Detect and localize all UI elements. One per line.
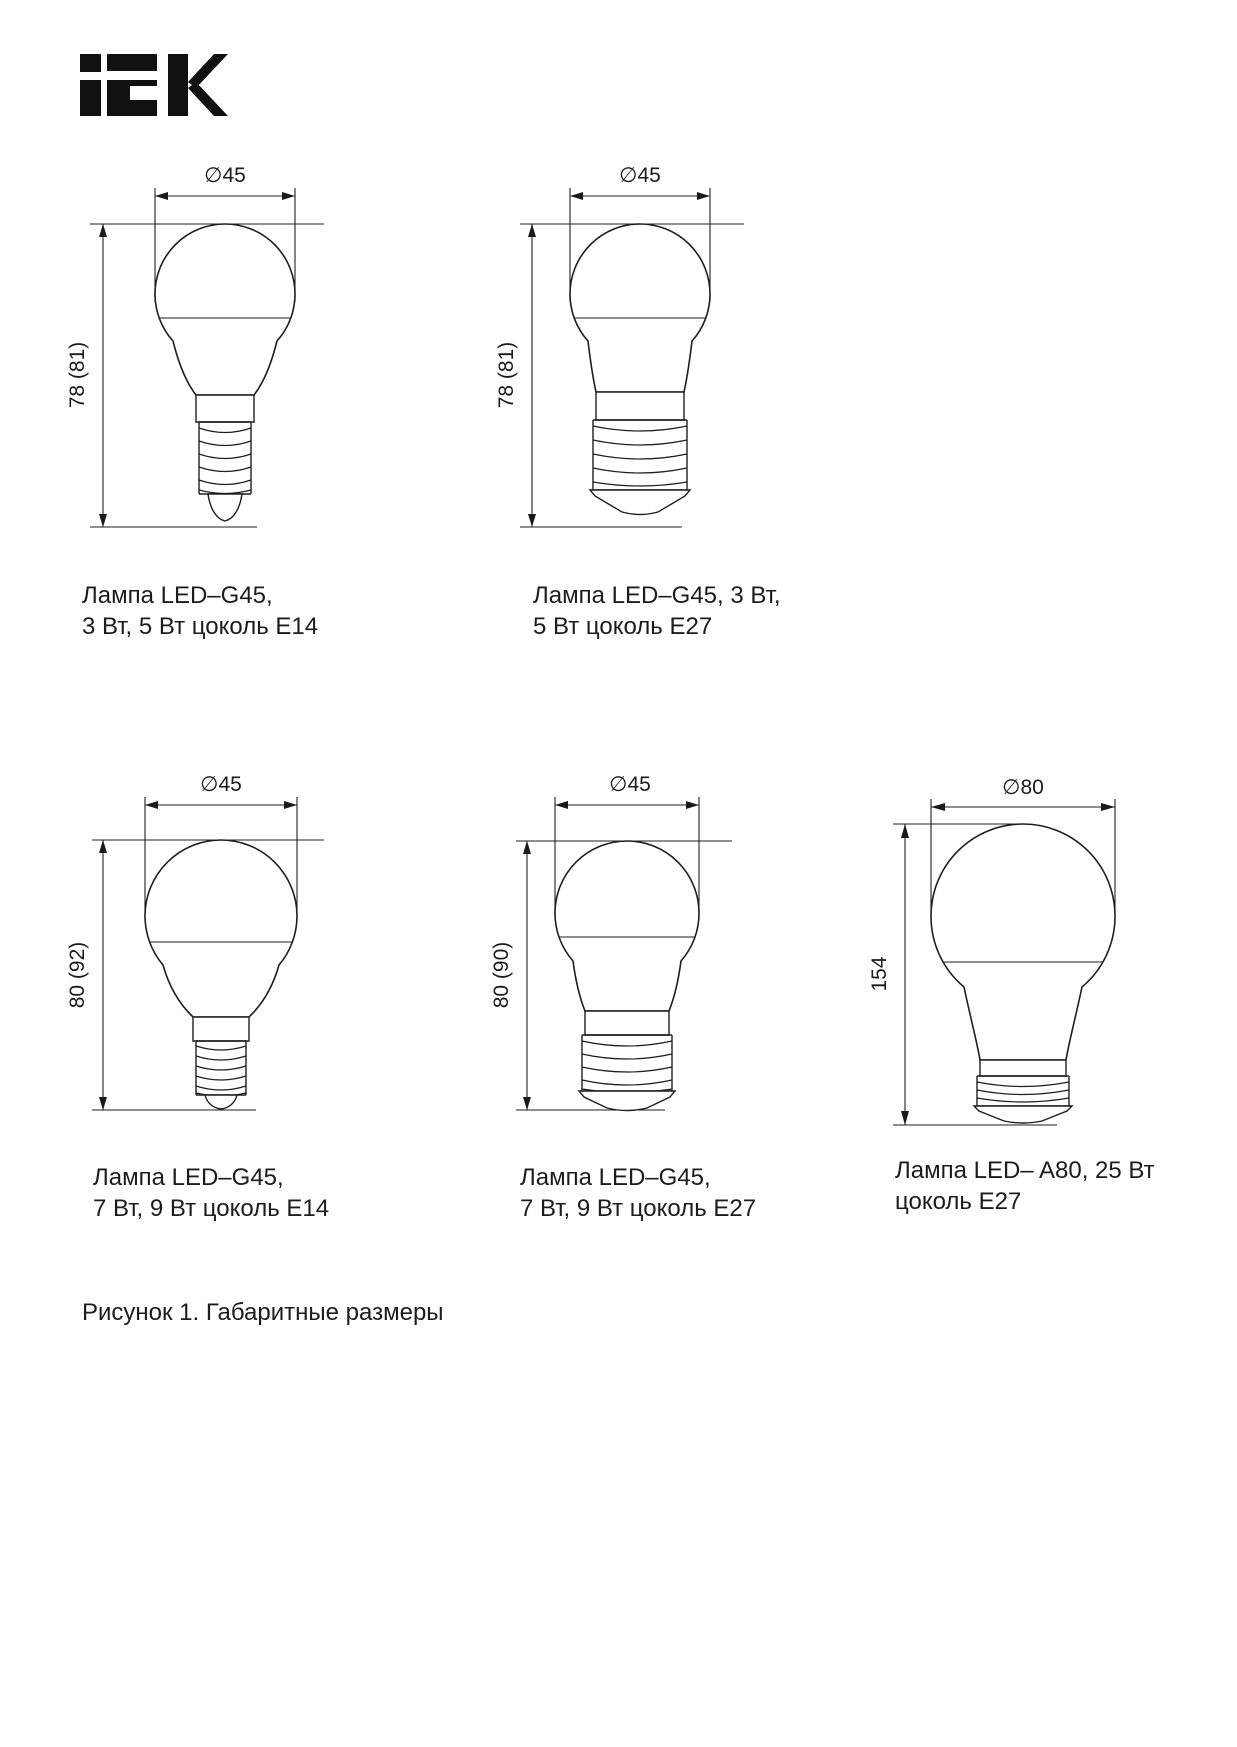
diameter-dimension-label: ∅45	[204, 164, 246, 187]
logo-k-stem	[168, 54, 188, 116]
logo-i-body	[80, 80, 101, 116]
base-e14	[193, 1017, 249, 1109]
lamp-caption-line2: 5 Вт цоколь E27	[533, 613, 713, 640]
lamp-caption-line2: цоколь E27	[895, 1188, 1022, 1215]
lamp-caption-1	[82, 580, 318, 642]
diameter-dimension-label: ∅80	[1002, 776, 1044, 799]
lamp-caption-4	[520, 1162, 756, 1224]
lamp-caption-line2: 3 Вт, 5 Вт цоколь E14	[82, 613, 319, 640]
lamp-caption-line1: Лампа LED–G45,	[82, 582, 273, 609]
lamp-caption-5	[895, 1155, 1155, 1217]
lamp-drawing-g45-e14-3-5w	[62, 152, 342, 547]
bulb-outline-g45	[570, 224, 710, 392]
lamp-drawing-g45-e14-7-9w	[66, 765, 346, 1117]
base-e27	[590, 392, 690, 515]
logo-e-top	[107, 54, 157, 71]
height-dimension-label: 80 (90)	[490, 941, 513, 1009]
figure-caption: Рисунок 1. Габаритные размеры	[82, 1299, 444, 1326]
base-e27	[974, 1060, 1072, 1123]
lamp-caption-line1: Лампа LED–G45,	[520, 1164, 711, 1191]
logo-i-dot	[80, 54, 101, 72]
height-dimension-label: 154	[868, 956, 891, 992]
lamp-caption-line1: Лампа LED– A80, 25 Вт	[895, 1157, 1155, 1184]
bulb-outline-a80	[931, 824, 1115, 1060]
diameter-dimension-label: ∅45	[609, 773, 651, 796]
diameter-dimension-label: ∅45	[619, 164, 661, 187]
logo-k-upper-arm	[188, 54, 228, 88]
lamp-caption-3	[93, 1162, 329, 1224]
logo-e-body	[107, 80, 157, 116]
logo-k-lower-arm	[188, 82, 228, 116]
lamp-caption-line1: Лампа LED–G45, 3 Вт,	[533, 582, 781, 609]
lamp-caption-2	[533, 580, 781, 642]
base-e27	[579, 1011, 675, 1111]
lamp-caption-line2: 7 Вт, 9 Вт цоколь E14	[93, 1195, 330, 1222]
diameter-dimension-label: ∅45	[200, 773, 242, 796]
base-e14	[196, 395, 254, 521]
bulb-outline-g45	[155, 224, 295, 395]
bulb-outline-g45	[145, 840, 297, 1017]
lamp-drawing-g45-e27-7-9w	[490, 765, 760, 1117]
lamp-caption-line1: Лампа LED–G45,	[93, 1164, 284, 1191]
height-dimension-label: 78 (81)	[66, 341, 89, 409]
iek-logo	[80, 54, 228, 116]
height-dimension-label: 78 (81)	[495, 341, 518, 409]
lamp-drawing-a80-e27-25w	[775, 752, 1125, 1132]
bulb-outline-g45	[555, 841, 699, 1011]
lamp-caption-line2: 7 Вт, 9 Вт цоколь E27	[520, 1195, 757, 1222]
height-dimension-label: 80 (92)	[66, 941, 89, 1009]
lamp-drawing-g45-e27-3-5w	[472, 152, 762, 547]
